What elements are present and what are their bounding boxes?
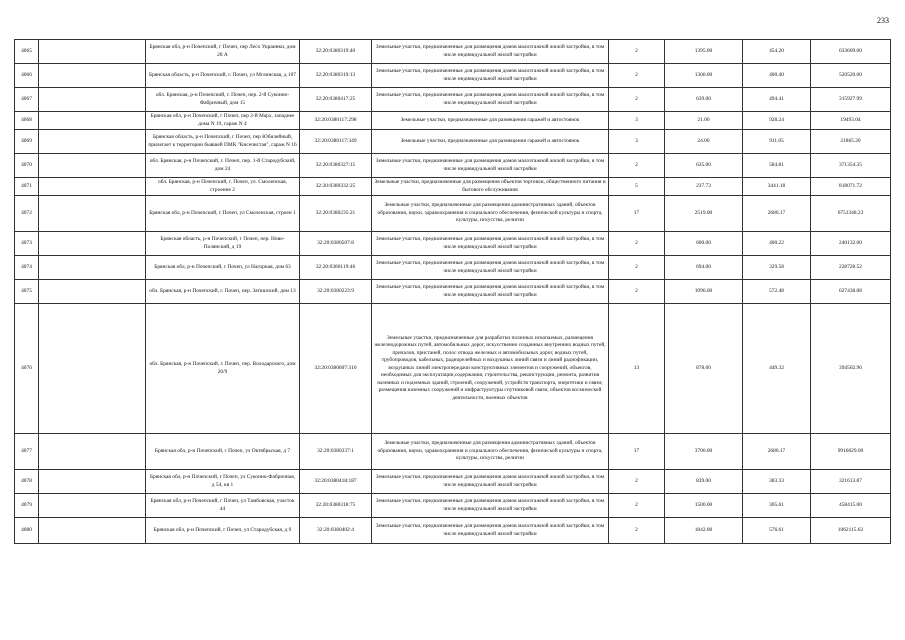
cadastral-value-cell: 315927.99	[811, 88, 891, 112]
table-row	[15, 470, 891, 494]
land-use-cell: Земельные участки, предназначенные для размещения объектов торговли, общественного питания и бытового обслуживания	[372, 178, 609, 196]
use-group-cell: 2	[609, 494, 665, 518]
cadastral-number-cell: 32:20:0380235:21	[300, 196, 372, 232]
cadastral-number-cell: 32:20:0380332:25	[300, 178, 372, 196]
use-group-cell: 2	[609, 88, 665, 112]
row-spacer	[39, 494, 146, 518]
address-cell: обл. Брянская, р-н Почепский, г. Почеп, пер. 2-й Суконно-Фабричный, дом 15	[146, 88, 300, 112]
specific-value-cell: 576.61	[743, 518, 811, 544]
land-use-cell: Земельные участки, предназначенные для размещения административных зданий, объектов образования, науки, здравоохранения и социального обеспечения, физической культуры и спорта, культуры, искусства, религии	[372, 196, 609, 232]
use-group-cell: 2	[609, 470, 665, 494]
address-cell: Брянская обл, р-н Почепский, г Почеп, ул Нагорная, дом 63	[146, 256, 300, 280]
address-cell: Брянская обл, р-н Почепский, г Почеп, пер Лесо Украинки, дом 28 А	[146, 40, 300, 64]
table-row	[15, 256, 891, 280]
use-group-cell: 2	[609, 40, 665, 64]
cadastral-value-cell: 240132.00	[811, 232, 891, 256]
table-row	[15, 518, 891, 544]
table-row	[15, 154, 891, 178]
cadastral-value-cell: 6751348.23	[811, 196, 891, 232]
row-number: 4074	[15, 256, 39, 280]
specific-value-cell: 2680.17	[743, 196, 811, 232]
row-spacer	[39, 40, 146, 64]
cadastral-number-cell: 32:20:0380318:75	[300, 494, 372, 518]
specific-value-cell: 454.20	[743, 40, 811, 64]
area-cell: 24.00	[665, 130, 743, 154]
specific-value-cell: 911.05	[743, 130, 811, 154]
use-group-cell: 13	[609, 304, 665, 434]
row-spacer	[39, 256, 146, 280]
address-cell: Брянская область, р-н Почепский, г Почеп, пер. Ново-Полянский, д 19	[146, 232, 300, 256]
cadastral-value-cell: 1062115.62	[811, 518, 891, 544]
specific-value-cell: 572.48	[743, 280, 811, 304]
area-cell: 1395.00	[665, 40, 743, 64]
row-spacer	[39, 154, 146, 178]
use-group-cell: 2	[609, 256, 665, 280]
use-group-cell: 3	[609, 130, 665, 154]
area-cell: 3700.00	[665, 434, 743, 470]
land-use-cell: Земельные участки, предназначенные для размещения домов малоэтажной жилой застройки, в том числе индивидуальной жилой застройки	[372, 88, 609, 112]
cadastral-number-cell: 32:20:0380507:8	[300, 232, 372, 256]
row-number: 4068	[15, 112, 39, 130]
area-cell: 694.00	[665, 256, 743, 280]
row-spacer	[39, 518, 146, 544]
use-group-cell: 2	[609, 518, 665, 544]
row-number: 4075	[15, 280, 39, 304]
specific-value-cell: 400.22	[743, 232, 811, 256]
address-cell: обл. Брянская, р-н Почепский, г. Почеп, ул. Смоленская, строение 2	[146, 178, 300, 196]
specific-value-cell: 400.40	[743, 64, 811, 88]
specific-value-cell: 2680.17	[743, 434, 811, 470]
row-spacer	[39, 196, 146, 232]
cadastral-value-cell: 228728.52	[811, 256, 891, 280]
row-number: 4080	[15, 518, 39, 544]
cadastral-number-cell: 32:20:0380117:298	[300, 112, 372, 130]
row-spacer	[39, 232, 146, 256]
cadastral-value-cell: 818071.72	[811, 178, 891, 196]
row-spacer	[39, 304, 146, 434]
cadastral-value-cell: 458415.00	[811, 494, 891, 518]
specific-value-cell: 928.24	[743, 112, 811, 130]
cadastral-number-cell: 32:20:0380607:310	[300, 304, 372, 434]
table-row	[15, 232, 891, 256]
cadastral-number-cell: 32:20:0380319:13	[300, 64, 372, 88]
table-row	[15, 280, 891, 304]
row-spacer	[39, 470, 146, 494]
land-registry-table	[14, 39, 891, 544]
address-cell: обл. Брянская, р-н Почепский, г. Почеп, пер. 1-й Стародубский, дом 24	[146, 154, 300, 178]
area-cell: 21.00	[665, 112, 743, 130]
use-group-cell: 17	[609, 196, 665, 232]
row-number: 4078	[15, 470, 39, 494]
cadastral-value-cell: 520520.00	[811, 64, 891, 88]
land-use-cell: Земельные участки, предназначенные для размещения гаражей и автостоянок	[372, 130, 609, 154]
cadastral-value-cell: 321613.87	[811, 470, 891, 494]
row-number: 4066	[15, 64, 39, 88]
row-number: 4067	[15, 88, 39, 112]
table-row	[15, 494, 891, 518]
land-use-cell: Земельные участки, предназначенные для размещения домов малоэтажной жилой застройки, в том числе индивидуальной жилой застройки	[372, 40, 609, 64]
table-row	[15, 130, 891, 154]
land-use-cell: Земельные участки, предназначенные для размещения домов малоэтажной жилой застройки, в том числе индивидуальной жилой застройки	[372, 494, 609, 518]
specific-value-cell: 3441.18	[743, 178, 811, 196]
address-cell: Брянская обл, р-н Почепский, г Почеп, ул Стародубская, д 9	[146, 518, 300, 544]
table-row	[15, 40, 891, 64]
area-cell: 1842.00	[665, 518, 743, 544]
use-group-cell: 2	[609, 232, 665, 256]
area-cell: 1500.00	[665, 494, 743, 518]
row-number: 4076	[15, 304, 39, 434]
area-cell: 635.00	[665, 154, 743, 178]
cadastral-value-cell: 21865.20	[811, 130, 891, 154]
row-number: 4071	[15, 178, 39, 196]
land-use-cell: Земельные участки, предназначенные для размещения гаражей и автостоянок	[372, 112, 609, 130]
use-group-cell: 2	[609, 154, 665, 178]
cadastral-number-cell: 32:20:0380327:15	[300, 154, 372, 178]
row-number: 4069	[15, 130, 39, 154]
land-use-cell: Земельные участки, предназначенные для разработки полезных ископаемых, размещения железнодорожных путей, автомобильных дорог, искусственно созданных внутренних водных путей, причалов, пристаней, полос отвода железных и автомобильных дорог, водных путей, трубопроводов, кабельных, радиорелейных и воздушных линий связи и линий радиофикации, воздушных линий электропередачи конструктивных элементов и сооружений, объектов, необходимых для эксплуатации,содержания, строительства, реконструкции, ремонта, развития наземных и подземных зданий, строений, сооружений, устройств транспорта, энергетики и связи; размещения наземных сооружений и инфраструктуры спутниковой связи, объектов космической деятельности, военных объектов	[372, 304, 609, 434]
table-row	[15, 178, 891, 196]
land-use-cell: Земельные участки, предназначенные для размещения домов малоэтажной жилой застройки, в том числе индивидуальной жилой застройки	[372, 280, 609, 304]
land-use-cell: Земельные участки, предназначенные для размещения домов малоэтажной жилой застройки, в том числе индивидуальной жилой застройки	[372, 64, 609, 88]
row-spacer	[39, 280, 146, 304]
page-number: 233	[877, 16, 889, 25]
cadastral-number-cell: 32:20:0380402:4	[300, 518, 372, 544]
land-use-cell: Земельные участки, предназначенные для размещения административных зданий, объектов образования, науки, здравоохранения и социального обеспечения, физической культуры и спорта, культуры, искусства, религии	[372, 434, 609, 470]
cadastral-value-cell: 9916629.00	[811, 434, 891, 470]
address-cell: Брянская обл, р-н Почепский, г Почеп, ул Тамбовская, участок 44	[146, 494, 300, 518]
address-cell: обл. Брянская, р-н Почепский, г. Почеп, пер. Володарского, дом 20/9	[146, 304, 300, 434]
address-cell: Брянская обл, р-н Почепский, г Почеп, ул Смоленская, строен 1	[146, 196, 300, 232]
area-cell: 237.73	[665, 178, 743, 196]
row-number: 4065	[15, 40, 39, 64]
area-cell: 639.00	[665, 88, 743, 112]
cadastral-number-cell: 32:20:0380418:187	[300, 470, 372, 494]
cadastral-number-cell: 32:20:0380223:9	[300, 280, 372, 304]
table-row	[15, 64, 891, 88]
address-cell: Брянская обл, р-н Почепский, г Почеп, пер 2-й Марх, западнее дома N 19, гараж N 4	[146, 112, 300, 130]
row-spacer	[39, 88, 146, 112]
use-group-cell: 3	[609, 112, 665, 130]
cadastral-number-cell: 32:20:0380119:46	[300, 256, 372, 280]
specific-value-cell: 584.81	[743, 154, 811, 178]
cadastral-value-cell: 394502.96	[811, 304, 891, 434]
land-use-cell: Земельные участки, предназначенные для размещения домов малоэтажной жилой застройки, в том числе индивидуальной жилой застройки	[372, 256, 609, 280]
row-number: 4070	[15, 154, 39, 178]
cadastral-value-cell: 633609.00	[811, 40, 891, 64]
use-group-cell: 17	[609, 434, 665, 470]
address-cell: Брянская область, р-н Почепский, г. Почеп, ул Мглинская, д 107	[146, 64, 300, 88]
specific-value-cell: 305.61	[743, 494, 811, 518]
table-row	[15, 196, 891, 232]
row-number: 4077	[15, 434, 39, 470]
specific-value-cell: 449.32	[743, 304, 811, 434]
land-use-cell: Земельные участки, предназначенные для размещения домов малоэтажной жилой застройки, в том числе индивидуальной жилой застройки	[372, 232, 609, 256]
address-cell: Брянская область, р-н Почепский, г Почеп, пер Юбилейный, прилегает к территории бывшей ПМК "Кисечистая", гараж N 16	[146, 130, 300, 154]
area-cell: 878.00	[665, 304, 743, 434]
area-cell: 2519.00	[665, 196, 743, 232]
address-cell: Брянская обл, р-н Почепский, г Почеп, ул Октябрьская, д 7	[146, 434, 300, 470]
land-use-cell: Земельные участки, предназначенные для размещения домов малоэтажной жилой застройки, в том числе индивидуальной жилой застройки	[372, 518, 609, 544]
cadastral-value-cell: 19493.04	[811, 112, 891, 130]
row-spacer	[39, 434, 146, 470]
row-spacer	[39, 112, 146, 130]
area-cell: 1300.00	[665, 64, 743, 88]
row-number: 4073	[15, 232, 39, 256]
cadastral-number-cell: 32:20:0380417:25	[300, 88, 372, 112]
row-number: 4072	[15, 196, 39, 232]
cadastral-value-cell: 627438.08	[811, 280, 891, 304]
use-group-cell: 5	[609, 178, 665, 196]
use-group-cell: 2	[609, 64, 665, 88]
area-cell: 600.00	[665, 232, 743, 256]
address-cell: обл. Брянская, р-н Почепский, г. Почеп, пер. Затишский, дом 13	[146, 280, 300, 304]
row-spacer	[39, 64, 146, 88]
cadastral-number-cell: 32:20:0380319:40	[300, 40, 372, 64]
use-group-cell: 2	[609, 280, 665, 304]
area-cell: 839.00	[665, 470, 743, 494]
land-use-cell: Земельные участки, предназначенные для размещения домов малоэтажной жилой застройки, в том числе индивидуальной жилой застройки	[372, 154, 609, 178]
address-cell: Брянская обл, р-н Почепский, г Почеп, ул Суконно-Фабричная, д 54, кв 1	[146, 470, 300, 494]
cadastral-value-cell: 371354.35	[811, 154, 891, 178]
specific-value-cell: 494.41	[743, 88, 811, 112]
area-cell: 1096.00	[665, 280, 743, 304]
table-row	[15, 112, 891, 130]
table-row	[15, 434, 891, 470]
table-body	[15, 40, 891, 544]
row-spacer	[39, 130, 146, 154]
row-number: 4079	[15, 494, 39, 518]
table-row	[15, 304, 891, 434]
table-row	[15, 88, 891, 112]
row-spacer	[39, 178, 146, 196]
specific-value-cell: 329.58	[743, 256, 811, 280]
cadastral-number-cell: 32:20:0380337:1	[300, 434, 372, 470]
specific-value-cell: 383.33	[743, 470, 811, 494]
land-use-cell: Земельные участки, предназначенные для размещения домов малоэтажной жилой застройки, в том числе индивидуальной жилой застройки	[372, 470, 609, 494]
cadastral-number-cell: 32:20:0380117:349	[300, 130, 372, 154]
